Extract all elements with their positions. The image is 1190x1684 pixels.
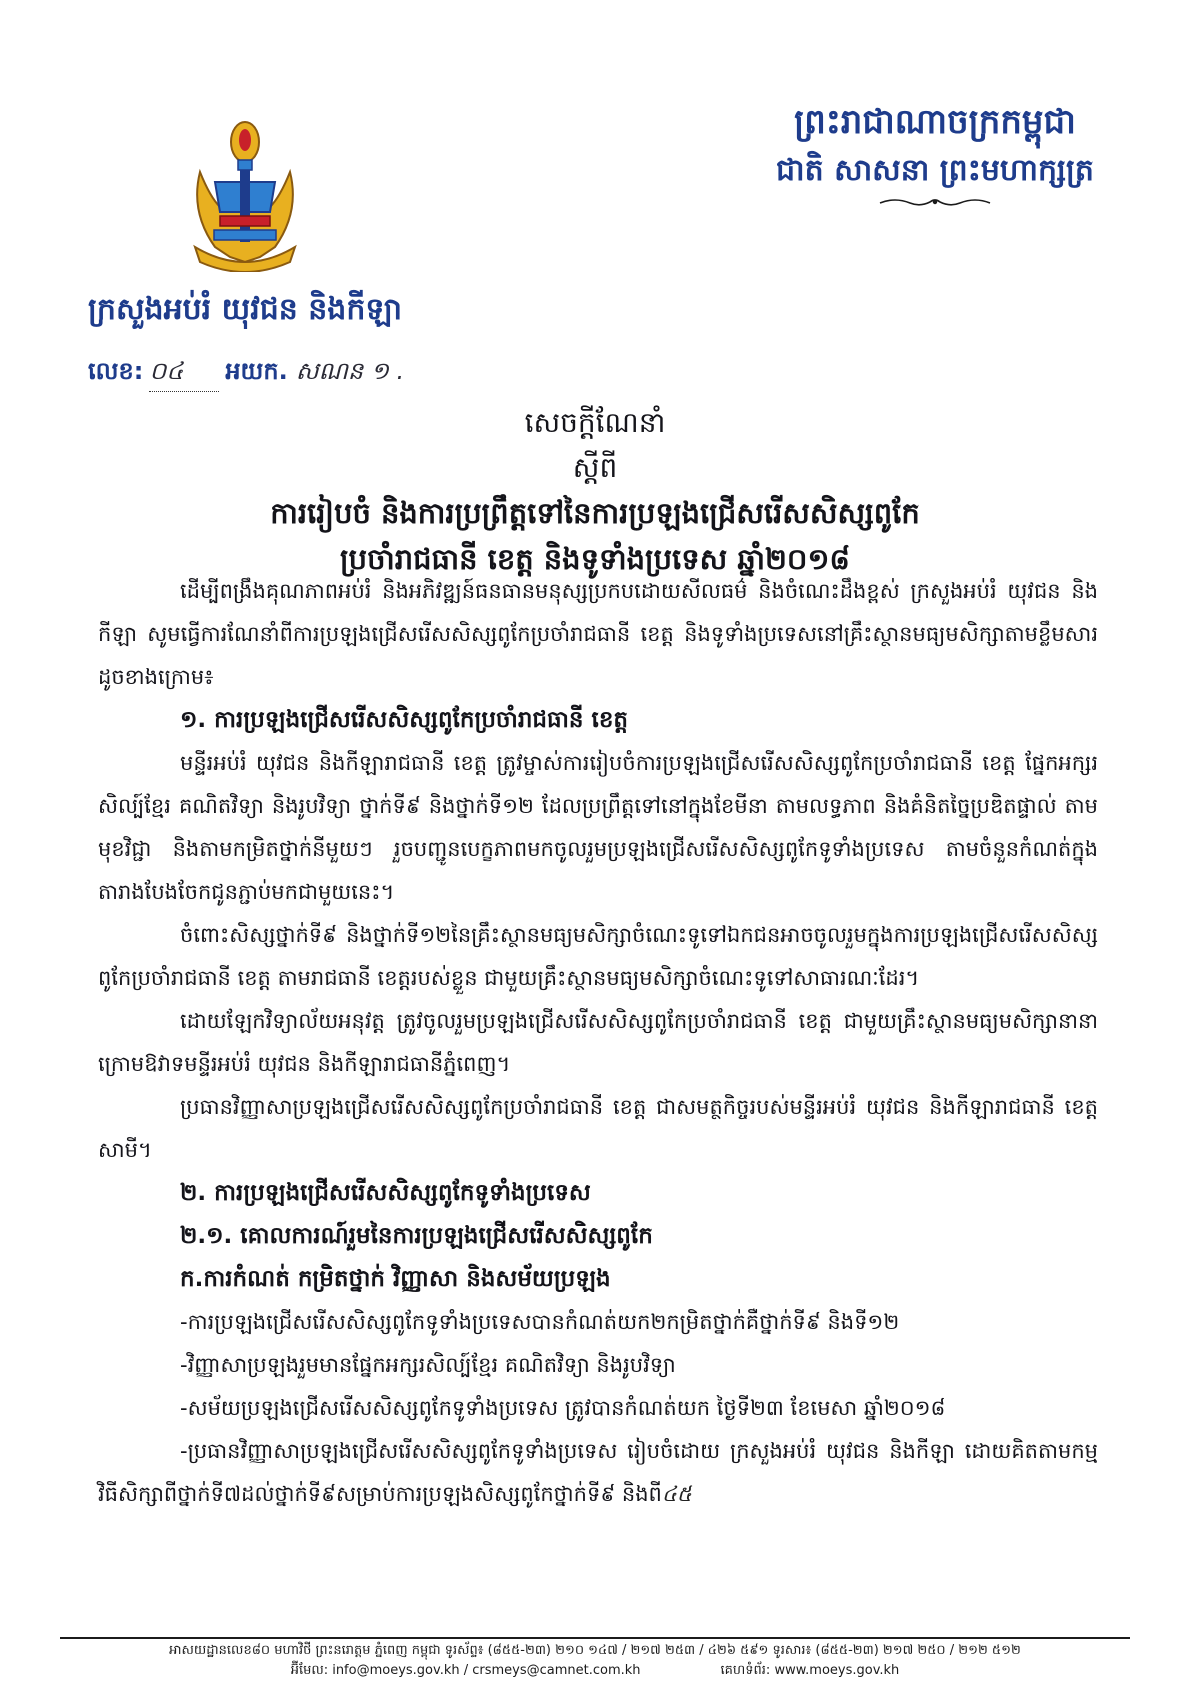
footer-email[interactable]: អ៊ីមែល: info@moeys.gov.kh / crsmeys@camnet.com.kh	[290, 1663, 641, 1678]
ref-number: ០៤	[149, 356, 219, 392]
document-body	[98, 570, 1098, 1516]
kingdom-title: ព្រះរាជាណាចក្រកម្ពុជា	[794, 102, 1076, 142]
footer-website[interactable]: គេហទំព័រ: www.moeys.gov.kh	[720, 1663, 900, 1678]
handwritten-initial: ៤៥	[661, 1482, 692, 1506]
section1-paragraph-2: ចំពោះសិស្សថ្នាក់ទី៩ និងថ្នាក់ទី១២នៃគ្រឹះស្ថានមធ្យមសិក្សាចំណេះទូទៅឯកជនអាចចូលរួមក្នុងការប្រឡងជ្រើសរើសសិស្សពូកែប្រចាំរាជធានី ខេត្ត តាមរាជធានី ខេត្តរបស់ខ្លួន ជាមួយគ្រឹះស្ថានមធ្យមសិក្សាចំណេះទូទៅសាធារណៈដែរ។	[98, 923, 1098, 990]
reference-line	[88, 356, 404, 392]
doc-subject-label: ស្តីពី	[572, 451, 618, 484]
ornament-divider-icon	[875, 194, 995, 210]
section1-paragraph-3: ដោយឡែកវិទ្យាល័យអនុវត្ត ត្រូវចូលរួមប្រឡងជ្រើសរើសសិស្សពូកែប្រចាំរាជធានី ខេត្ត ជាមួយគ្រឹះស្ថានមធ្យមសិក្សានានាក្រោមឱវាទមន្ទីរអប់រំ យុវជន និងកីឡារាជធានីភ្នំពេញ។	[98, 1009, 1098, 1076]
footer-divider	[60, 1637, 1130, 1639]
bullet-subjects: -វិញ្ញាសាប្រឡងរួមមានផ្នែកអក្សរសិល្ប៍ខ្មែរ គណិតវិទ្យា និងរូបវិទ្យា	[180, 1353, 676, 1377]
section2-heading: ២. ការប្រឡងជ្រើសរើសសិស្សពូកែទូទាំងប្រទេស	[180, 1180, 591, 1206]
doc-type-title: សេចក្តីណែនាំ	[524, 406, 666, 439]
intro-paragraph: ដើម្បីពង្រឹងគុណភាពអប់រំ និងអភិវឌ្ឍន៍ធនធានមនុស្សប្រកបដោយសីលធម៌ និងចំណេះដឹងខ្ពស់ ក្រសួងអប់រំ យុវជន និងកីឡា សូមធ្វើការណែនាំពីការប្រឡងជ្រើសរើសសិស្សពូកែប្រចាំរាជធានី ខេត្ត និងទូទាំងប្រទេសនៅគ្រឹះស្ថានមធ្យមសិក្សាតាមខ្លឹមសារដូចខាងក្រោម៖	[98, 579, 1098, 689]
bullet-exam-preparation	[98, 1430, 1098, 1516]
ministry-name: ក្រសួងអប់រំ យុវជន និងកីឡា	[88, 292, 403, 327]
section-a-heading: ក.ការកំណត់ កម្រិតថ្នាក់ វិញ្ញាសា និងសម័យប្រឡង	[180, 1266, 611, 1292]
doc-subject-line1: ការរៀបចំ និងការប្រព្រឹត្តទៅនៃការប្រឡងជ្រើសរើសសិស្សពូកែ	[270, 496, 920, 530]
section2-1-heading: ២.១. គោលការណ៍រួមនៃការប្រឡងជ្រើសរើសសិស្សពូកែ	[180, 1223, 653, 1249]
footer-contacts	[60, 1662, 1130, 1681]
kingdom-heading	[760, 96, 1110, 210]
ministry-emblem-icon	[180, 112, 310, 272]
ref-code-label: អយក.	[225, 357, 288, 385]
bullet-exam-date: -សម័យប្រឡងជ្រើសរើសសិស្សពូកែទូទាំងប្រទេស ត្រូវបានកំណត់យក ថ្ងៃទី២៣ ខែមេសា ឆ្នាំ២០១៨	[180, 1396, 946, 1420]
section1-paragraph-1: មន្ទីរអប់រំ យុវជន និងកីឡារាជធានី ខេត្ត ត្រូវម្ចាស់ការរៀបចំការប្រឡងជ្រើសរើសសិស្សពូកែប្រចាំរាជធានី ខេត្ត ផ្នែកអក្សរសិល្ប៍ខ្មែរ គណិតវិទ្យា និងរូបវិទ្យា ថ្នាក់ទី៩ និងថ្នាក់ទី១២ ដែលប្រព្រឹត្តទៅនៅក្នុងខែមីនា តាមលទ្ធភាព និងគំនិតច្នៃប្រឌិតផ្ទាល់ តាមមុខវិជ្ជា និងតាមកម្រិតថ្នាក់នីមួយៗ រួចបញ្ជូនបេក្ខភាពមកចូលរួមប្រឡងជ្រើសរើសសិស្សពូកែទូទាំងប្រទេស តាមចំនួនកំណត់ក្នុងតារាងបែងចែកជូនភ្ជាប់មកជាមួយនេះ។	[98, 751, 1098, 904]
section1-paragraph-4: ប្រធានវិញ្ញាសាប្រឡងជ្រើសរើសសិស្សពូកែប្រចាំរាជធានី ខេត្ត ជាសមត្ថកិច្ចរបស់មន្ទីរអប់រំ យុវជន និងកីឡារាជធានី ខេត្តសាមី។	[98, 1095, 1098, 1162]
footer-address: អាសយដ្ឋានលេខ៨០ មហាវិថី ព្រះនរោត្តម ភ្នំពេញ កម្ពុជា ទូរស័ព្ទ៖ (៨៥៥-២៣) ២១០ ១៤៧ / ២១៧ ២៥៣ / ៤២៦ ៥៩១ ទូរសារ៖ (៨៥៥-២៣) ២១៧ ២៥០ / ២១២ ៥១២	[169, 1643, 1021, 1658]
bullet-levels: -ការប្រឡងជ្រើសរើសសិស្សពូកែទូទាំងប្រទេសបានកំណត់យក២កម្រិតថ្នាក់គឺថ្នាក់ទី៩ និងទី១២	[180, 1310, 900, 1334]
nation-motto: ជាតិ សាសនា ព្រះមហាក្សត្រ	[776, 153, 1094, 188]
document-title-block	[0, 400, 1190, 582]
ref-label: លេខ:	[88, 357, 144, 385]
bullet-exam-preparation-text: -ប្រធានវិញ្ញាសាប្រឡងជ្រើសរើសសិស្សពូកែទូទាំងប្រទេស រៀបចំដោយ ក្រសួងអប់រំ យុវជន និងកីឡា ដោយគិតតាមកម្មវិធីសិក្សាពីថ្នាក់ទី៧ដល់ថ្នាក់ទី៩សម្រាប់ការប្រឡងសិស្សពូកែថ្នាក់ទី៩ និងពី	[98, 1439, 1098, 1506]
doc-subject-line2: ប្រចាំរាជធានី ខេត្ត និងទូទាំងប្រទេស ឆ្នាំ២០១៨	[340, 542, 850, 576]
ref-code: សណន ១ .	[295, 357, 405, 385]
section1-heading: ១. ការប្រឡងជ្រើសរើសសិស្សពូកែប្រចាំរាជធានី ខេត្ត	[180, 707, 629, 733]
